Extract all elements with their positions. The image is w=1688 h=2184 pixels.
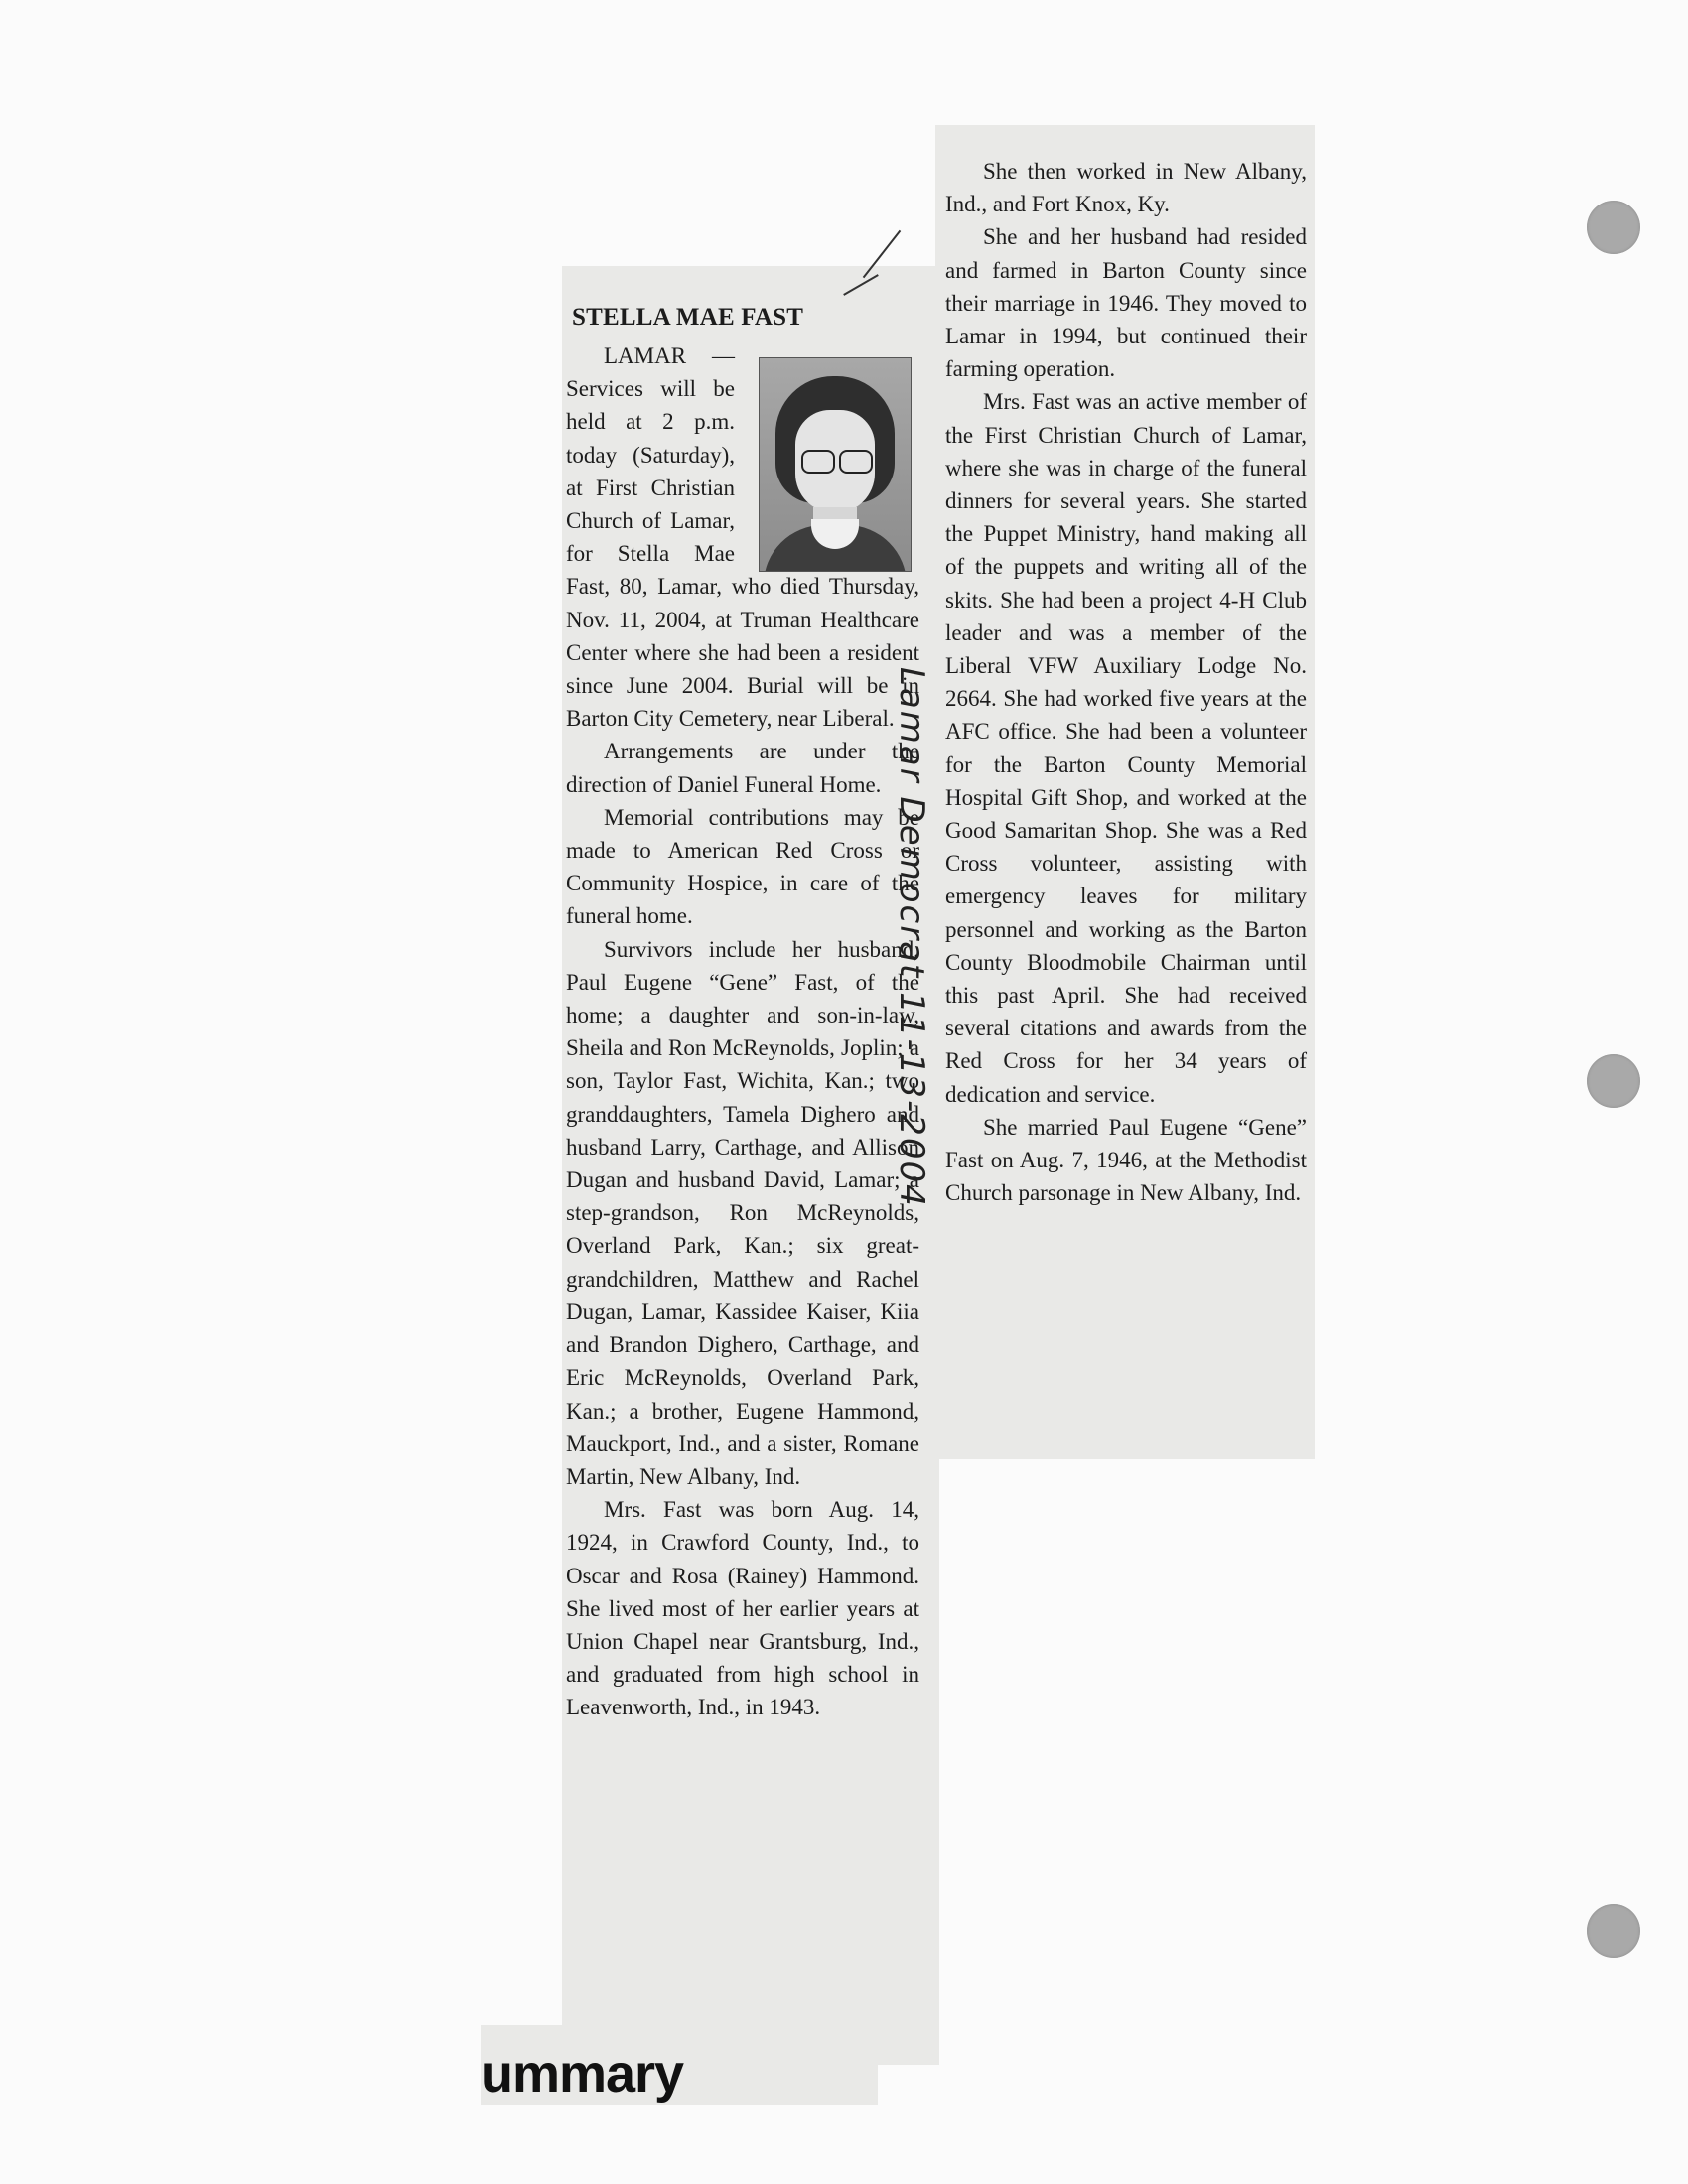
paragraph-work: She then worked in New Albany, Ind., and Fort Knox, Ky. xyxy=(945,159,1307,217)
obituary-left-column xyxy=(566,340,919,1724)
paragraph-farming: She and her husband had resided and farmed in Barton County since their marriage in 1946. They moved to Lamar in 1994, but continued their farming operation. xyxy=(945,224,1307,382)
paragraph-arrangements: Arrangements are under the direction of Daniel Funeral Home. xyxy=(566,739,919,797)
paragraph-church: Mrs. Fast was an active member of the First Christian Church of Lamar, where she was in charge of the funeral dinners for several years. She started the Puppet Ministry, hand making all of the puppets and writing all of the skits. She had been a project 4-H Club leader and was a member of the Liberal VFW Auxiliary Lodge No. 2664. She had worked five years at the AFC office. She had been a volunteer for the Barton County Memorial Hospital Gift Shop, and worked at the Good Samaritan Shop. She was a Red Cross volunteer, assisting with emergency leaves for military personnel and working as the Barton County Bloodmobile Chairman until this past April. She had received several citations and awards from the Red Cross for her 34 years of dedication and service. xyxy=(945,389,1307,1107)
paragraph-services: LAMAR — Services will be held at 2 p.m. today (Saturday), at First Christian Church of Lamar, for Stella Mae Fast, 80, Lamar, who died Thursday, Nov. 11, 2004, at Truman Healthcare Center where she had been a resident since June 2004. Burial will be in Barton City Cemetery, near Liberal. xyxy=(566,343,919,732)
obituary-right-column xyxy=(945,155,1307,1210)
bleed-through-left xyxy=(288,40,586,1330)
binder-hole-top xyxy=(1587,201,1640,254)
binder-hole-middle xyxy=(1587,1054,1640,1108)
binder-hole-bottom xyxy=(1587,1904,1640,1958)
paragraph-birth: Mrs. Fast was born Aug. 14, 1924, in Crawford County, Ind., to Oscar and Rosa (Rainey) Hammond. She lived most of her earlier years at Union Chapel near Grantsburg, Ind., and graduated from high school in Leavenworth, Ind., in 1943. xyxy=(566,1497,919,1720)
paragraph-memorials: Memorial contributions may be made to American Red Cross or Community Hospice, in care of the funeral home. xyxy=(566,804,919,929)
paragraph-survivors: Survivors include her husband, Paul Eugene “Gene” Fast, of the home; a daughter and son-in-law, Sheila and Ron McReynolds, Joplin; a son, Taylor Fast, Wichita, Kan.; two granddaughters, Tamela Dighero and husband Larry, Carthage, and Allison Dugan and husband David, Lamar; a step-grandson, Ron McReynolds, Overland Park, Kan.; six great-grandchildren, Matthew and Rachel Dugan, Lamar, Kassidee Kaiser, Kiia and Brandon Dighero, Carthage, and Eric McReynolds, Overland Park, Kan.; a brother, Eugene Hammond, Mauckport, Ind., and a sister, Romane Martin, New Albany, Ind. xyxy=(566,936,919,1489)
obituary-headline: STELLA MAE FAST xyxy=(572,304,804,331)
banner-fragment: ummary xyxy=(481,2044,684,2104)
handwritten-date-note: Lamar Democrat 11-13-2004 xyxy=(892,667,931,1208)
paragraph-marriage: She married Paul Eugene “Gene” Fast on Aug. 7, 1946, at the Methodist Church parsonage in New Albany, Ind. xyxy=(945,1114,1307,1206)
